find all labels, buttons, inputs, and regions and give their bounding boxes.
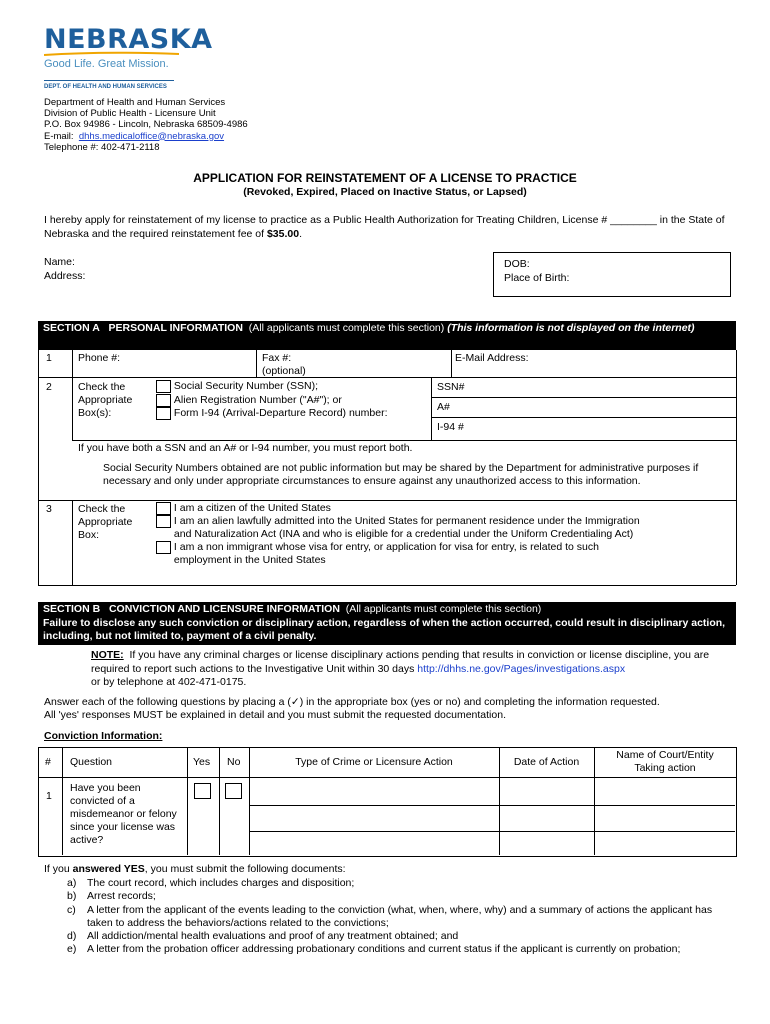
section-b-note: NOTE: If you have any criminal charges or license disciplinary actions pending that results in conviction or license discipline, you are required to report such actions to the Investigative Unit within 30 days http://dhhs.ne.gov/Pages/investigations.aspx or by telephone at 402-471-0175. <box>91 649 710 688</box>
section-a-header: SECTION A PERSONAL INFORMATION (All applicants must complete this section) (This information is not displayed on the internet) <box>38 321 736 350</box>
email-field[interactable]: E-Mail Address: <box>455 352 529 364</box>
alien-number-field[interactable]: A# <box>437 401 450 413</box>
i94-checkbox[interactable] <box>156 407 171 420</box>
address-line: Division of Public Health - Licensure Unit <box>44 108 216 120</box>
dob-box[interactable] <box>493 252 731 297</box>
investigations-link[interactable]: http://dhhs.ne.gov/Pages/investigations.aspx <box>417 662 626 675</box>
permanent-resident-checkbox[interactable] <box>156 515 171 528</box>
check-label: Check the Appropriate Box: <box>78 503 133 541</box>
conviction-yes-checkbox[interactable] <box>194 783 211 799</box>
address-line: Department of Health and Human Services <box>44 97 226 108</box>
dob-label: DOB: <box>504 258 530 270</box>
phone-field[interactable]: Phone #: <box>78 352 121 364</box>
documents-intro: If you answered YES, you must submit the following documents: <box>44 863 346 875</box>
conviction-heading: Conviction Information: <box>44 730 163 742</box>
conviction-question: Have you been convicted of a misdemeanor or felony since your license was active? <box>70 782 177 846</box>
list-item: e) A letter from the probation officer addressing probationary conditions and current status if the applicant is currently on probation; <box>67 943 681 956</box>
logo-tagline: Good Life. Great Mission. <box>44 58 169 70</box>
citizen-option-label: I am a citizen of the United States <box>173 502 331 514</box>
ssn-note: If you have both a SSN and an A# or I-94 number, you must report both. <box>78 442 413 454</box>
fee-amount: $35.00 <box>266 228 300 240</box>
documents-list <box>67 877 732 957</box>
col-header-date: Date of Action <box>513 756 580 768</box>
conviction-no-checkbox[interactable] <box>225 783 242 799</box>
citizen-checkbox[interactable] <box>156 502 171 515</box>
logo-swoosh-icon <box>44 51 179 57</box>
row-number: 3 <box>46 503 52 515</box>
list-item: c) A letter from the applicant of the events leading to the conviction (what, when, where, why) and a summary of actions the applicant has taken to address the behaviors/actions related to the convictions; <box>67 903 713 929</box>
email-line: E-mail: dhhs.medicaloffice@nebraska.gov <box>44 130 225 142</box>
alien-option-label: Alien Registration Number ("A#"); or <box>173 393 342 406</box>
email-link[interactable]: dhhs.medicaloffice@nebraska.gov <box>78 130 225 142</box>
date-of-action-input[interactable] <box>500 778 594 854</box>
agency-address <box>44 97 248 153</box>
intro-paragraph: I hereby apply for reinstatement of my license to practice as a Public Health Authorization for Treating Children, License # ________ in the State of Nebraska and the required reinstatement fee of $35.00. <box>44 214 725 240</box>
ssn-disclaimer: Social Security Numbers obtained are not public information but may be shared by the Department for administrative purposes if necessary and only under appropriate circumstances to ensure against any unauthorized access to this information. <box>103 462 699 487</box>
answer-instructions: Answer each of the following questions by placing a (✓) in the appropriate box (yes or no) and completing the information requested. All 'yes' responses MUST be explained in detail and you must submit the requested documentation. <box>44 696 660 721</box>
citizenship-options <box>156 502 656 567</box>
ssn-checkbox[interactable] <box>156 380 171 393</box>
table-row-num: 1 <box>46 790 52 802</box>
non-immigrant-option-label: I am a non immigrant whose visa for entry, or application for visa for entry, is related to such employment in the United States <box>173 541 599 566</box>
logo-dept: DEPT. OF HEALTH AND HUMAN SERVICES <box>44 84 167 90</box>
form-title: APPLICATION FOR REINSTATEMENT OF A LICENSE TO PRACTICE <box>193 171 577 185</box>
nebraska-logo: NEBRASKA <box>44 24 213 55</box>
ssn-field[interactable]: SSN# <box>437 381 465 393</box>
alien-number-checkbox[interactable] <box>156 394 171 407</box>
form-subtitle: (Revoked, Expired, Placed on Inactive Status, or Lapsed) <box>243 186 527 198</box>
court-name-input[interactable] <box>595 778 735 854</box>
row-number: 1 <box>46 352 52 364</box>
telephone-line: Telephone #: 402-471-2118 <box>44 141 160 153</box>
ssn-option-label: Social Security Number (SSN); <box>173 380 319 393</box>
crime-type-input[interactable] <box>250 778 499 854</box>
col-header-court: Name of Court/Entity Taking action <box>616 749 714 774</box>
check-label: Check the Appropriate Box(s): <box>78 381 133 419</box>
id-type-options <box>156 380 387 421</box>
address-line: P.O. Box 94986 - Lincoln, Nebraska 68509-4986 <box>44 119 248 131</box>
name-label: Name: <box>44 256 75 268</box>
col-header-no: No <box>227 756 241 768</box>
section-b-header: SECTION B CONVICTION AND LICENSURE INFORMATION (All applicants must complete this section) Failure to disclose any such conviction or disciplinary action, regardless of when the action occurred, could result in disciplinary action, including, but not limited to, payment of a civil penalty. <box>38 602 736 645</box>
list-item: d) All addiction/mental health evaluations and proof of any treatment obtained; and <box>67 930 459 943</box>
row-number: 2 <box>46 381 52 393</box>
i94-option-label: Form I-94 (Arrival-Departure Record) number: <box>173 407 388 420</box>
col-header-crime-type: Type of Crime or Licensure Action <box>295 756 453 768</box>
fax-field[interactable]: Fax #: (optional) <box>262 352 306 377</box>
col-header-num: # <box>45 756 51 768</box>
address-label: Address: <box>44 270 86 282</box>
non-immigrant-checkbox[interactable] <box>156 541 171 554</box>
birthplace-label: Place of Birth: <box>504 272 570 284</box>
list-item: b) Arrest records; <box>67 890 156 903</box>
logo-divider <box>44 80 174 81</box>
col-header-yes: Yes <box>193 756 211 768</box>
list-item: a) The court record, which includes charges and disposition; <box>67 877 355 889</box>
i94-field[interactable]: I-94 # <box>437 421 464 433</box>
col-header-question: Question <box>70 756 113 768</box>
permanent-resident-option-label: I am an alien lawfully admitted into the United States for permanent residence under the Immigration and Naturalization Act (INA and who is eligible for a credential under the Uniform Credentialing Act) <box>173 515 640 540</box>
